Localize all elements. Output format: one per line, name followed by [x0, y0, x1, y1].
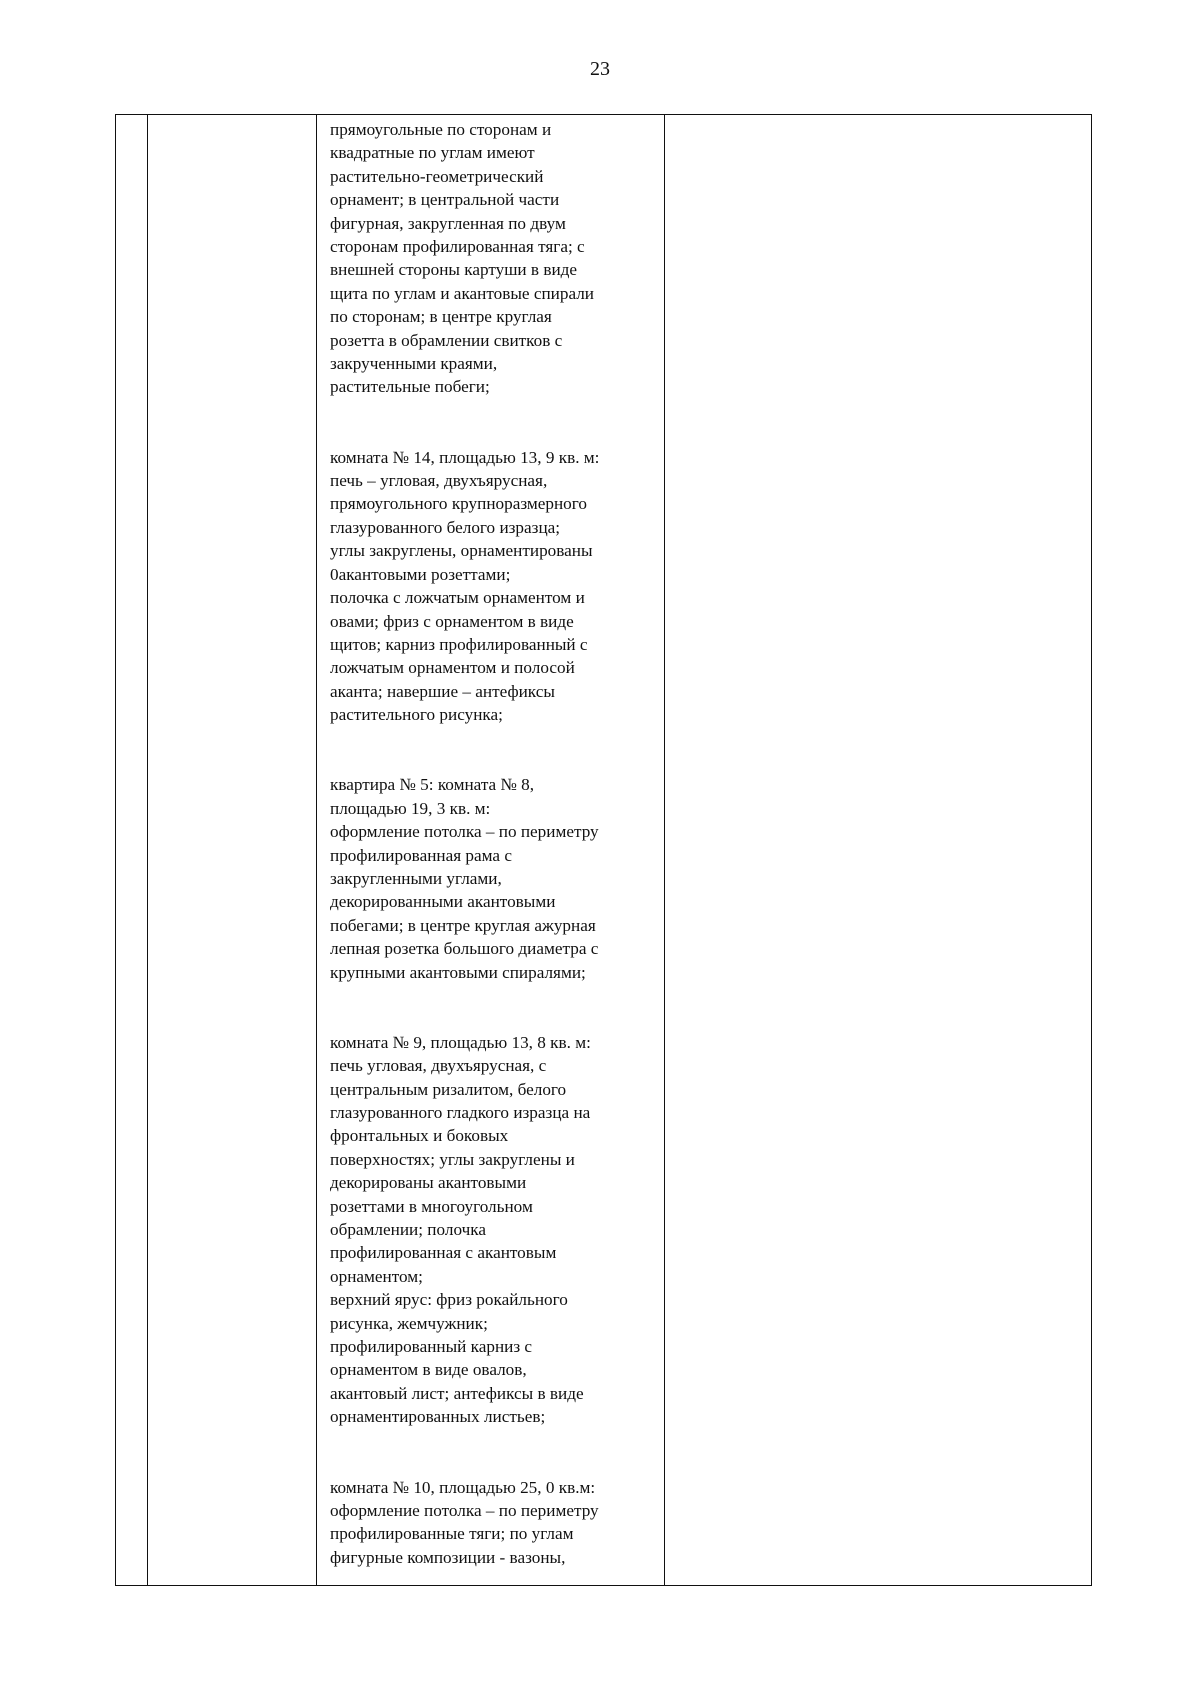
- text-line: акантовый лист; антефиксы в виде: [330, 1383, 584, 1403]
- text-line: профилированный карниз с: [330, 1337, 533, 1357]
- text-line: фронтальных и боковых: [330, 1126, 509, 1146]
- text-line: закрученными краями,: [330, 354, 498, 374]
- text-line: углы закруглены, орнаментированы: [330, 541, 593, 561]
- text-line: глазурованного гладкого изразца на: [330, 1103, 591, 1123]
- text-line: комната № 9, площадью 13, 8 кв. м:: [330, 1032, 591, 1052]
- text-line: растительные побеги;: [330, 377, 490, 397]
- text-line: площадью 19, 3 кв. м:: [330, 798, 491, 818]
- text-line: закругленными углами,: [330, 868, 502, 888]
- block-spacer: [330, 399, 648, 446]
- text-line: орнаментом в виде овалов,: [330, 1360, 527, 1380]
- page-number: 23: [590, 58, 610, 80]
- text-line: побегами; в центре круглая ажурная: [330, 915, 596, 935]
- text-block: [330, 446, 648, 727]
- text-line: квадратные по углам имеют: [330, 143, 535, 163]
- text-block: [330, 118, 648, 399]
- table-column-divider: [664, 115, 665, 1585]
- block-spacer: [330, 984, 648, 1031]
- text-line: прямоугольные по сторонам и: [330, 120, 552, 139]
- text-line: оформление потолка – по периметру: [330, 1500, 599, 1520]
- text-line: профилированные тяги; по углам: [330, 1524, 574, 1544]
- text-line: по сторонам; в центре круглая: [330, 307, 552, 327]
- text-line: поверхностях; углы закруглены и: [330, 1149, 575, 1169]
- text-line: орнамент; в центральной части: [330, 190, 560, 210]
- text-line: крупными акантовыми спиралями;: [330, 962, 586, 982]
- text-line: фигурные композиции - вазоны,: [330, 1547, 566, 1567]
- text-line: декорированы акантовыми: [330, 1173, 527, 1193]
- text-line: центральным ризалитом, белого: [330, 1079, 567, 1099]
- text-line: профилированная с акантовым: [330, 1243, 557, 1263]
- text-line: аканта; навершие – антефиксы: [330, 681, 555, 701]
- text-line: щита по углам и акантовые спирали: [330, 283, 594, 303]
- text-line: овами; фриз с орнаментом в виде: [330, 611, 574, 631]
- text-line: ложчатым орнаментом и полосой: [330, 658, 575, 678]
- text-line: верхний ярус: фриз рокайльного: [330, 1290, 568, 1310]
- text-line: глазурованного белого изразца;: [330, 517, 561, 537]
- text-line: комната № 14, площадью 13, 9 кв. м:: [330, 447, 600, 467]
- text-line: полочка с ложчатым орнаментом и: [330, 588, 585, 608]
- text-line: 0акантовыми розеттами;: [330, 564, 511, 584]
- text-line: орнаментом;: [330, 1266, 423, 1286]
- text-line: профилированная рама с: [330, 845, 512, 865]
- text-line: розетта в обрамлении свитков с: [330, 330, 563, 350]
- text-line: внешней стороны картуши в виде: [330, 260, 578, 280]
- table-column-divider: [316, 115, 317, 1585]
- text-line: квартира № 5: комната № 8,: [330, 775, 535, 795]
- description-column: [330, 118, 648, 1569]
- table-column-divider: [147, 115, 148, 1585]
- text-line: печь – угловая, двухъярусная,: [330, 471, 548, 491]
- text-line: прямоугольного крупноразмерного: [330, 494, 587, 514]
- text-line: лепная розетка большого диаметра с: [330, 939, 599, 959]
- text-block: [330, 1031, 648, 1429]
- block-spacer: [330, 727, 648, 774]
- text-line: рисунка, жемчужник;: [330, 1313, 488, 1333]
- text-line: растительного рисунка;: [330, 705, 503, 725]
- text-block: [330, 773, 648, 984]
- block-spacer: [330, 1429, 648, 1476]
- text-block: [330, 1476, 648, 1570]
- text-line: обрамлении; полочка: [330, 1220, 486, 1240]
- text-line: розеттами в многоугольном: [330, 1196, 533, 1216]
- text-line: орнаментированных листьев;: [330, 1407, 546, 1427]
- text-line: щитов; карниз профилированный с: [330, 634, 588, 654]
- text-line: комната № 10, площадью 25, 0 кв.м:: [330, 1477, 596, 1497]
- text-line: печь угловая, двухъярусная, с: [330, 1056, 547, 1076]
- text-line: фигурная, закругленная по двум: [330, 213, 566, 233]
- text-line: растительно-геометрический: [330, 166, 544, 186]
- text-line: декорированными акантовыми: [330, 892, 556, 912]
- text-line: оформление потолка – по периметру: [330, 822, 599, 842]
- text-line: сторонам профилированная тяга; с: [330, 237, 585, 257]
